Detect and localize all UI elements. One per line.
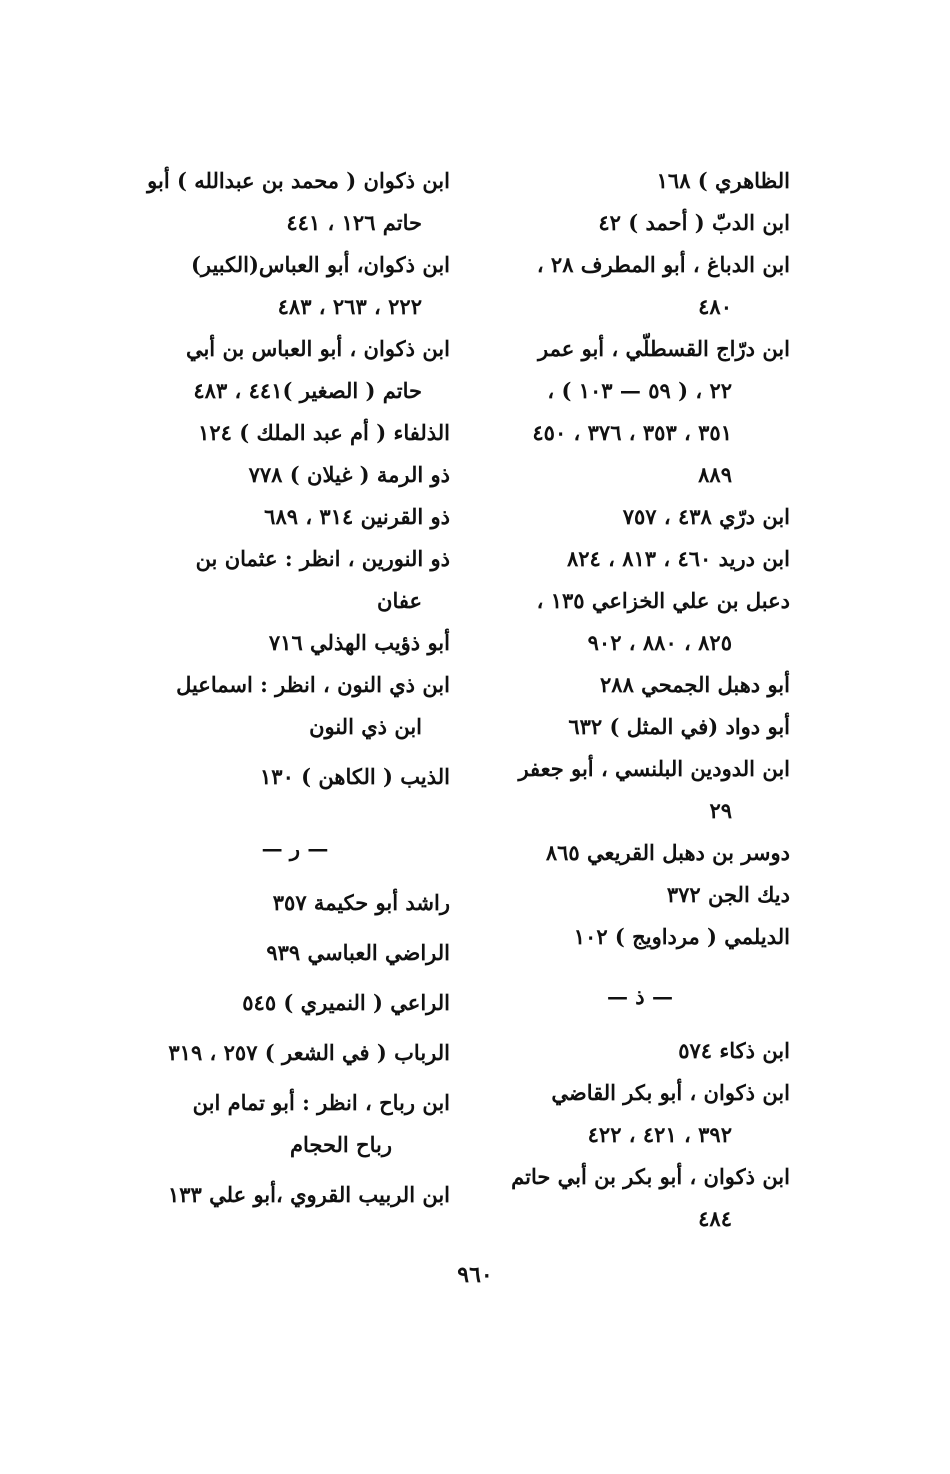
- index-entry-continuation: ٨٢٥ ، ٨٨٠ ، ٩٠٢: [587, 630, 732, 655]
- index-entry: الراضي العباسي ٩٣٩: [266, 940, 450, 965]
- index-entry-continuation: ٢٩: [709, 798, 732, 823]
- index-entry: أبو دهبل الجمحي ٢٨٨: [600, 672, 790, 697]
- index-entry: ابن ذكوان ، أبو العباس بن أبي: [185, 336, 450, 361]
- index-entry: ابن ذكوان ( محمد بن عبدالله ) أبو: [147, 168, 450, 193]
- index-entry: ابن الدبّ ( أحمد ) ٤٢: [598, 210, 790, 235]
- index-entry: ابن الربيب القروي ،أبو علي ١٣٣: [168, 1182, 450, 1207]
- index-entry-continuation: عفان: [377, 588, 422, 613]
- index-entry: ذو القرنين ٣١٤ ، ٦٨٩: [264, 504, 450, 529]
- index-entry: ذو النورين ، انظر : عثمان بن: [195, 546, 450, 571]
- index-entry: ابن الدودين البلنسي ، أبو جعفر: [518, 756, 790, 781]
- page-number: ٩٦٠: [457, 1262, 493, 1288]
- index-entry: أبو ذؤيب الهذلي ٧١٦: [268, 630, 450, 655]
- index-entry: ابن درّاج القسطلّي ، أبو عمر: [538, 336, 790, 361]
- index-entry: ابن ذكوان ، أبو بكر بن أبي حاتم: [511, 1164, 790, 1189]
- index-entry-continuation: ٣٩٢ ، ٤٢١ ، ٤٢٢: [587, 1122, 732, 1147]
- index-entry: ابن ذكوان ، أبو بكر القاضي: [551, 1080, 790, 1105]
- index-entry: الراعي ( النميري ) ٥٤٥: [242, 990, 450, 1015]
- index-entry: الذيب ( الكاهن ) ١٣٠: [260, 764, 450, 789]
- index-entry-continuation: ٤٨٤: [698, 1206, 732, 1231]
- index-entry: ابن ذكوان، أبو العباس(الكبير): [190, 252, 450, 277]
- index-entry: الذلفاء ( أم عبد الملك ) ١٢٤: [198, 420, 450, 445]
- index-entry: الظاهري ) ١٦٨: [656, 168, 790, 193]
- index-entry: راشد أبو حكيمة ٣٥٧: [272, 890, 450, 915]
- index-entry: الديلمي ( مرداويج ) ١٠٢: [573, 924, 790, 949]
- index-entry: ابن ذي النون ، انظر : اسماعيل: [176, 672, 450, 697]
- index-entry: ديك الجن ٣٧٢: [666, 882, 790, 907]
- index-entry: ذو الرمة ( غيلان ) ٧٧٨: [248, 462, 450, 487]
- section-heading-ra: — ر —: [261, 836, 329, 861]
- index-entry: ابن رباح ، انظر : أبو تمام ابن: [192, 1090, 450, 1115]
- index-entry: ابن درّي ٤٣٨ ، ٧٥٧: [622, 504, 790, 529]
- index-entry: دعبل بن علي الخزاعي ١٣٥ ،: [536, 588, 790, 613]
- index-entry-continuation: ٢٢٢ ، ٢٦٣ ، ٤٨٣: [277, 294, 422, 319]
- index-entry-continuation: ٣٥١ ، ٣٥٣ ، ٣٧٦ ، ٤٥٠: [532, 420, 732, 445]
- section-heading-dhal: — ذ —: [607, 984, 673, 1009]
- index-entry-continuation: ٨٨٩: [698, 462, 732, 487]
- index-entry-continuation: ابن ذي النون: [309, 714, 422, 739]
- index-entry: الرباب ( في الشعر ) ٢٥٧ ، ٣١٩: [168, 1040, 450, 1065]
- index-entry-continuation: ٢٢ ، ( ٥٩ — ١٠٣ ) ،: [547, 378, 732, 403]
- index-entry-continuation: حاتم ( الصغير )٤٤١ ، ٤٨٣: [193, 378, 422, 403]
- index-entry-continuation: رباح الحجام: [290, 1132, 392, 1157]
- index-entry: أبو دواد (في المثل ) ٦٣٢: [568, 714, 790, 739]
- index-entry: ابن ذكاء ٥٧٤: [678, 1038, 790, 1063]
- left-column: [140, 160, 450, 1216]
- index-entry-continuation: ٤٨٠: [698, 294, 732, 319]
- right-column: [490, 160, 790, 1240]
- index-entry: ابن دريد ٤٦٠ ، ٨١٣ ، ٨٢٤: [567, 546, 790, 571]
- index-entry-continuation: حاتم ١٢٦ ، ٤٤١: [286, 210, 422, 235]
- index-entry: ابن الدباغ ، أبو المطرف ٢٨ ،: [536, 252, 790, 277]
- index-entry: دوسر بن دهبل القريعي ٨٦٥: [545, 840, 790, 865]
